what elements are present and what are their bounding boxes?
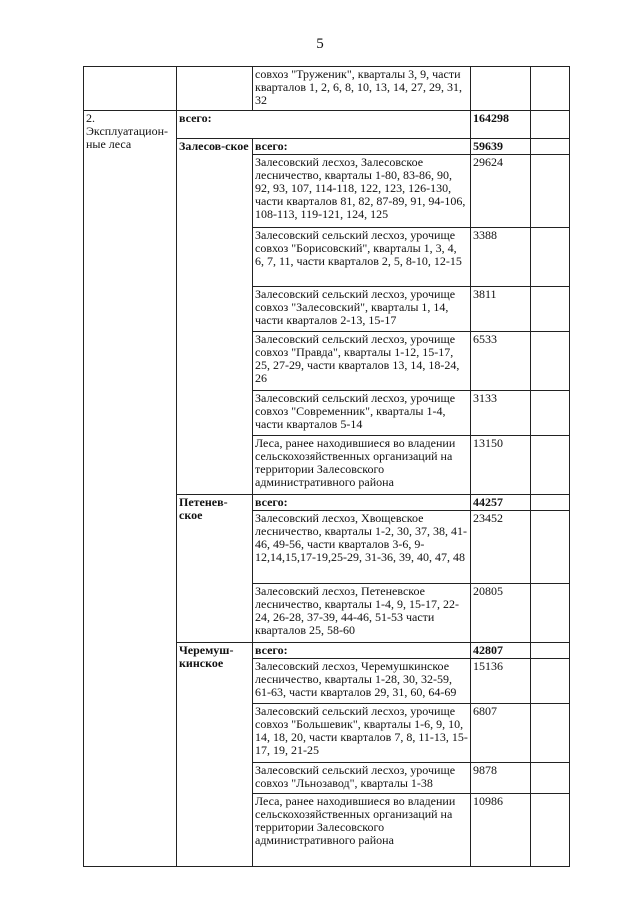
row-value: 10986 [471,794,531,867]
district-total-label: всего: [253,139,471,155]
section-category: 2. Эксплуатацион-ные леса [84,111,177,867]
row-value: 29624 [471,155,531,228]
row-value: 3388 [471,228,531,287]
row-description: Залесовский лесхоз, Залесовское лесничество, кварталы 1-80, 83-86, 90, 92, 93, 107, 114-118, 122, 123, 126-130, части кварталов 81, 82, 87-89, 91, 94-106, 108-113, 119-121, 124, 125 [253,155,471,228]
row-value: 3811 [471,287,531,332]
row-description: совхоз "Труженик", кварталы 3, 9, части кварталов 1, 2, 6, 8, 10, 13, 14, 27, 29, 31, 32 [253,67,471,111]
row-value: 15136 [471,659,531,704]
row-description: Леса, ранее находившиеся во владении сельскохозяйственных организаций на территории Залесовского административного района [253,794,471,867]
district-total-value: 42807 [471,643,531,659]
row-description: Залесовский сельский лесхоз, урочище совхоз "Борисовский", кварталы 1, 3, 4, 6, 7, 11, части кварталов 2, 5, 8-10, 12-15 [253,228,471,287]
row-description: Залесовский сельский лесхоз, урочище совхоз "Залесовский", кварталы 1, 14, части кварталов 2-13, 15-17 [253,287,471,332]
row-value: 6807 [471,704,531,763]
row-value: 23452 [471,511,531,584]
section-total-label: всего: [177,111,471,139]
district-name: Петенев-ское [177,495,253,643]
row-description: Залесовский сельский лесхоз, урочище совхоз "Правда", кварталы 1-12, 15-17, 25, 27-29, части кварталов 13, 14, 18-24, 26 [253,332,471,391]
row-description: Залесовский сельский лесхоз, урочище совхоз "Современник", кварталы 1-4, части кварталов 5-14 [253,391,471,436]
district-total-label: всего: [253,643,471,659]
row-value: 20805 [471,584,531,643]
section-total-row [84,111,570,139]
district-total-value: 44257 [471,495,531,511]
table-row [84,67,570,111]
row-description: Залесовский сельский лесхоз, урочище совхоз "Большевик", кварталы 1-6, 9, 10, 14, 18, 20, части кварталов 7, 8, 11-13, 15-17, 19, 21-25 [253,704,471,763]
row-description: Залесовский лесхоз, Хвощевское лесничество, кварталы 1-2, 30, 37, 38, 41-46, 49-56, части кварталов 3-6, 9-12,14,15,17-19,25-29, 31-36, 39, 40, 47, 48 [253,511,471,584]
page-number: 5 [316,36,324,52]
row-value: 6533 [471,332,531,391]
district-total-label: всего: [253,495,471,511]
row-description: Леса, ранее находившиеся во владении сельскохозяйственных организаций на территории Залесовского административного района [253,436,471,495]
row-value: 3133 [471,391,531,436]
row-description: Залесовский сельский лесхоз, урочище совхоз "Льнозавод", кварталы 1-38 [253,763,471,794]
section-total-value: 164298 [471,111,531,139]
district-total-value: 59639 [471,139,531,155]
row-description: Залесовский лесхоз, Черемушкинское лесничество, кварталы 1-28, 30, 32-59, 61-63, части кварталов 29, 31, 60, 64-69 [253,659,471,704]
forest-table [83,66,570,867]
district-name: Черемуш-кинское [177,643,253,867]
district-name: Залесов-ское [177,139,253,495]
row-value: 9878 [471,763,531,794]
row-value: 13150 [471,436,531,495]
row-description: Залесовский лесхоз, Петеневское лесничество, кварталы 1-4, 9, 15-17, 22-24, 26-28, 37-39, 44-46, 51-53 части кварталов 25, 58-60 [253,584,471,643]
